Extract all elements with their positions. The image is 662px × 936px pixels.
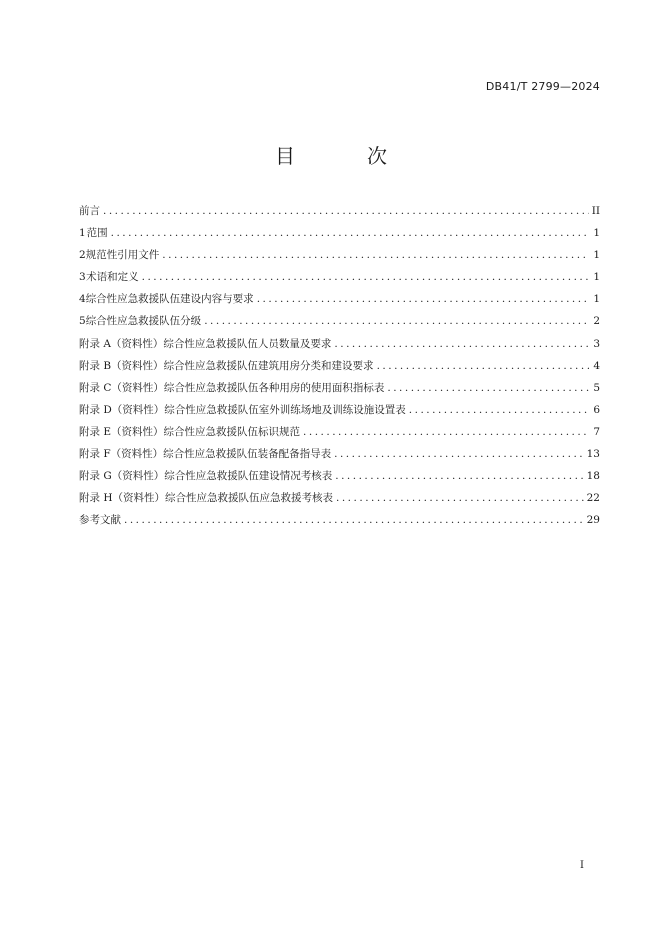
toc-entry-page: 22 (586, 492, 600, 505)
toc-entry-number: 3 (79, 271, 86, 284)
toc-entry-title: 综合性应急救援队伍各种用房的使用面积指标表 (163, 381, 385, 394)
footer-page-number: I (580, 860, 584, 871)
toc-entry-page: 6 (593, 403, 600, 416)
toc-leader-dots (162, 244, 589, 266)
toc-entry[interactable] (79, 465, 600, 487)
toc-entry[interactable] (79, 377, 600, 399)
toc-entry-page: 1 (593, 293, 600, 306)
toc-entry[interactable] (79, 288, 600, 310)
toc-entry-title: 综合性应急救援队伍建设内容与要求 (85, 293, 254, 306)
toc-entry[interactable] (79, 487, 600, 509)
page-title: 目 次 (275, 144, 413, 168)
toc-entry-title: 综合性应急救援队伍建设情况考核表 (164, 470, 333, 483)
toc-entry-page: 29 (586, 514, 600, 527)
toc-leader-dots (334, 333, 589, 355)
toc-entry-title: 参考文献 (79, 514, 121, 527)
toc-entry-number: 5 (79, 315, 86, 328)
toc-leader-dots (257, 288, 589, 310)
toc-leader-dots (336, 487, 584, 509)
toc-entry-title: 综合性应急救援队伍建筑用房分类和建设要求 (163, 359, 374, 372)
toc-leader-dots (111, 222, 589, 244)
toc-entry[interactable] (79, 509, 600, 531)
toc-entry-title: 综合性应急救援队伍应急救援考核表 (165, 492, 333, 505)
toc-leader-dots (387, 377, 589, 399)
toc-entry[interactable] (79, 355, 600, 377)
toc-entry[interactable] (79, 333, 600, 355)
toc-entry[interactable] (79, 399, 600, 421)
toc-leader-dots (409, 399, 589, 421)
toc-entry-title: 规范性引用文件 (85, 249, 160, 262)
toc-entry-page: II (591, 205, 600, 217)
toc-entry[interactable] (79, 310, 600, 332)
toc-leader-dots (377, 355, 589, 377)
toc-entry-page: 18 (586, 470, 600, 483)
toc-leader-dots (204, 310, 589, 332)
toc-entry-page: 3 (593, 337, 600, 350)
toc-entry-number: 4 (79, 293, 86, 306)
toc-entry[interactable] (79, 244, 600, 266)
toc-entry-annex: 附录 H（资料性） (79, 492, 165, 505)
toc-entry-number: 1 (79, 227, 86, 240)
toc-entry[interactable] (79, 443, 600, 465)
toc-entry-annex: 附录 G（资料性） (79, 470, 165, 483)
toc-entry-page: 2 (593, 315, 600, 328)
toc-entry-page: 1 (593, 227, 600, 240)
toc-leader-dots (124, 509, 584, 531)
toc-entry-title: 前言 (79, 205, 100, 217)
toc-entry[interactable] (79, 421, 600, 443)
toc-entry-page: 7 (593, 425, 600, 438)
toc-leader-dots (334, 443, 584, 465)
toc-entry[interactable] (79, 200, 600, 222)
toc-entry-annex: 附录 B（资料性） (79, 359, 164, 372)
toc-entry-title: 综合性应急救援队伍人员数量及要求 (163, 337, 332, 350)
toc-entry-title: 综合性应急救援队伍标识规范 (163, 425, 301, 438)
toc-entry[interactable] (79, 222, 600, 244)
toc-entry-title: 术语和定义 (86, 271, 139, 284)
toc-entry-title: 综合性应急救援队伍分级 (85, 315, 202, 328)
toc-entry-page: 13 (586, 448, 600, 461)
toc-entry-page: 1 (593, 249, 600, 262)
toc-leader-dots (103, 200, 589, 222)
toc-leader-dots (335, 465, 583, 487)
toc-entry-annex: 附录 C（资料性） (79, 381, 164, 394)
toc-entry-page: 1 (593, 271, 600, 284)
toc-entry-annex: 附录 E（资料性） (79, 425, 164, 438)
table-of-contents (79, 200, 600, 531)
document-id: DB41/T 2799—2024 (485, 80, 600, 93)
toc-entry-title: 综合性应急救援队伍室外训练场地及训练设施设置表 (164, 403, 406, 416)
toc-entry-page: 5 (593, 381, 600, 394)
toc-entry-number: 2 (79, 249, 86, 262)
toc-entry[interactable] (79, 266, 600, 288)
toc-entry-page: 4 (593, 359, 600, 372)
toc-entry-title: 综合性应急救援队伍装备配备指导表 (163, 448, 332, 461)
toc-leader-dots (142, 266, 589, 288)
toc-entry-title: 范围 (86, 227, 108, 240)
toc-entry-annex: 附录 D（资料性） (79, 403, 165, 416)
toc-leader-dots (303, 421, 589, 443)
toc-entry-annex: 附录 A（资料性） (79, 337, 164, 350)
toc-entry-annex: 附录 F（资料性） (79, 448, 164, 461)
